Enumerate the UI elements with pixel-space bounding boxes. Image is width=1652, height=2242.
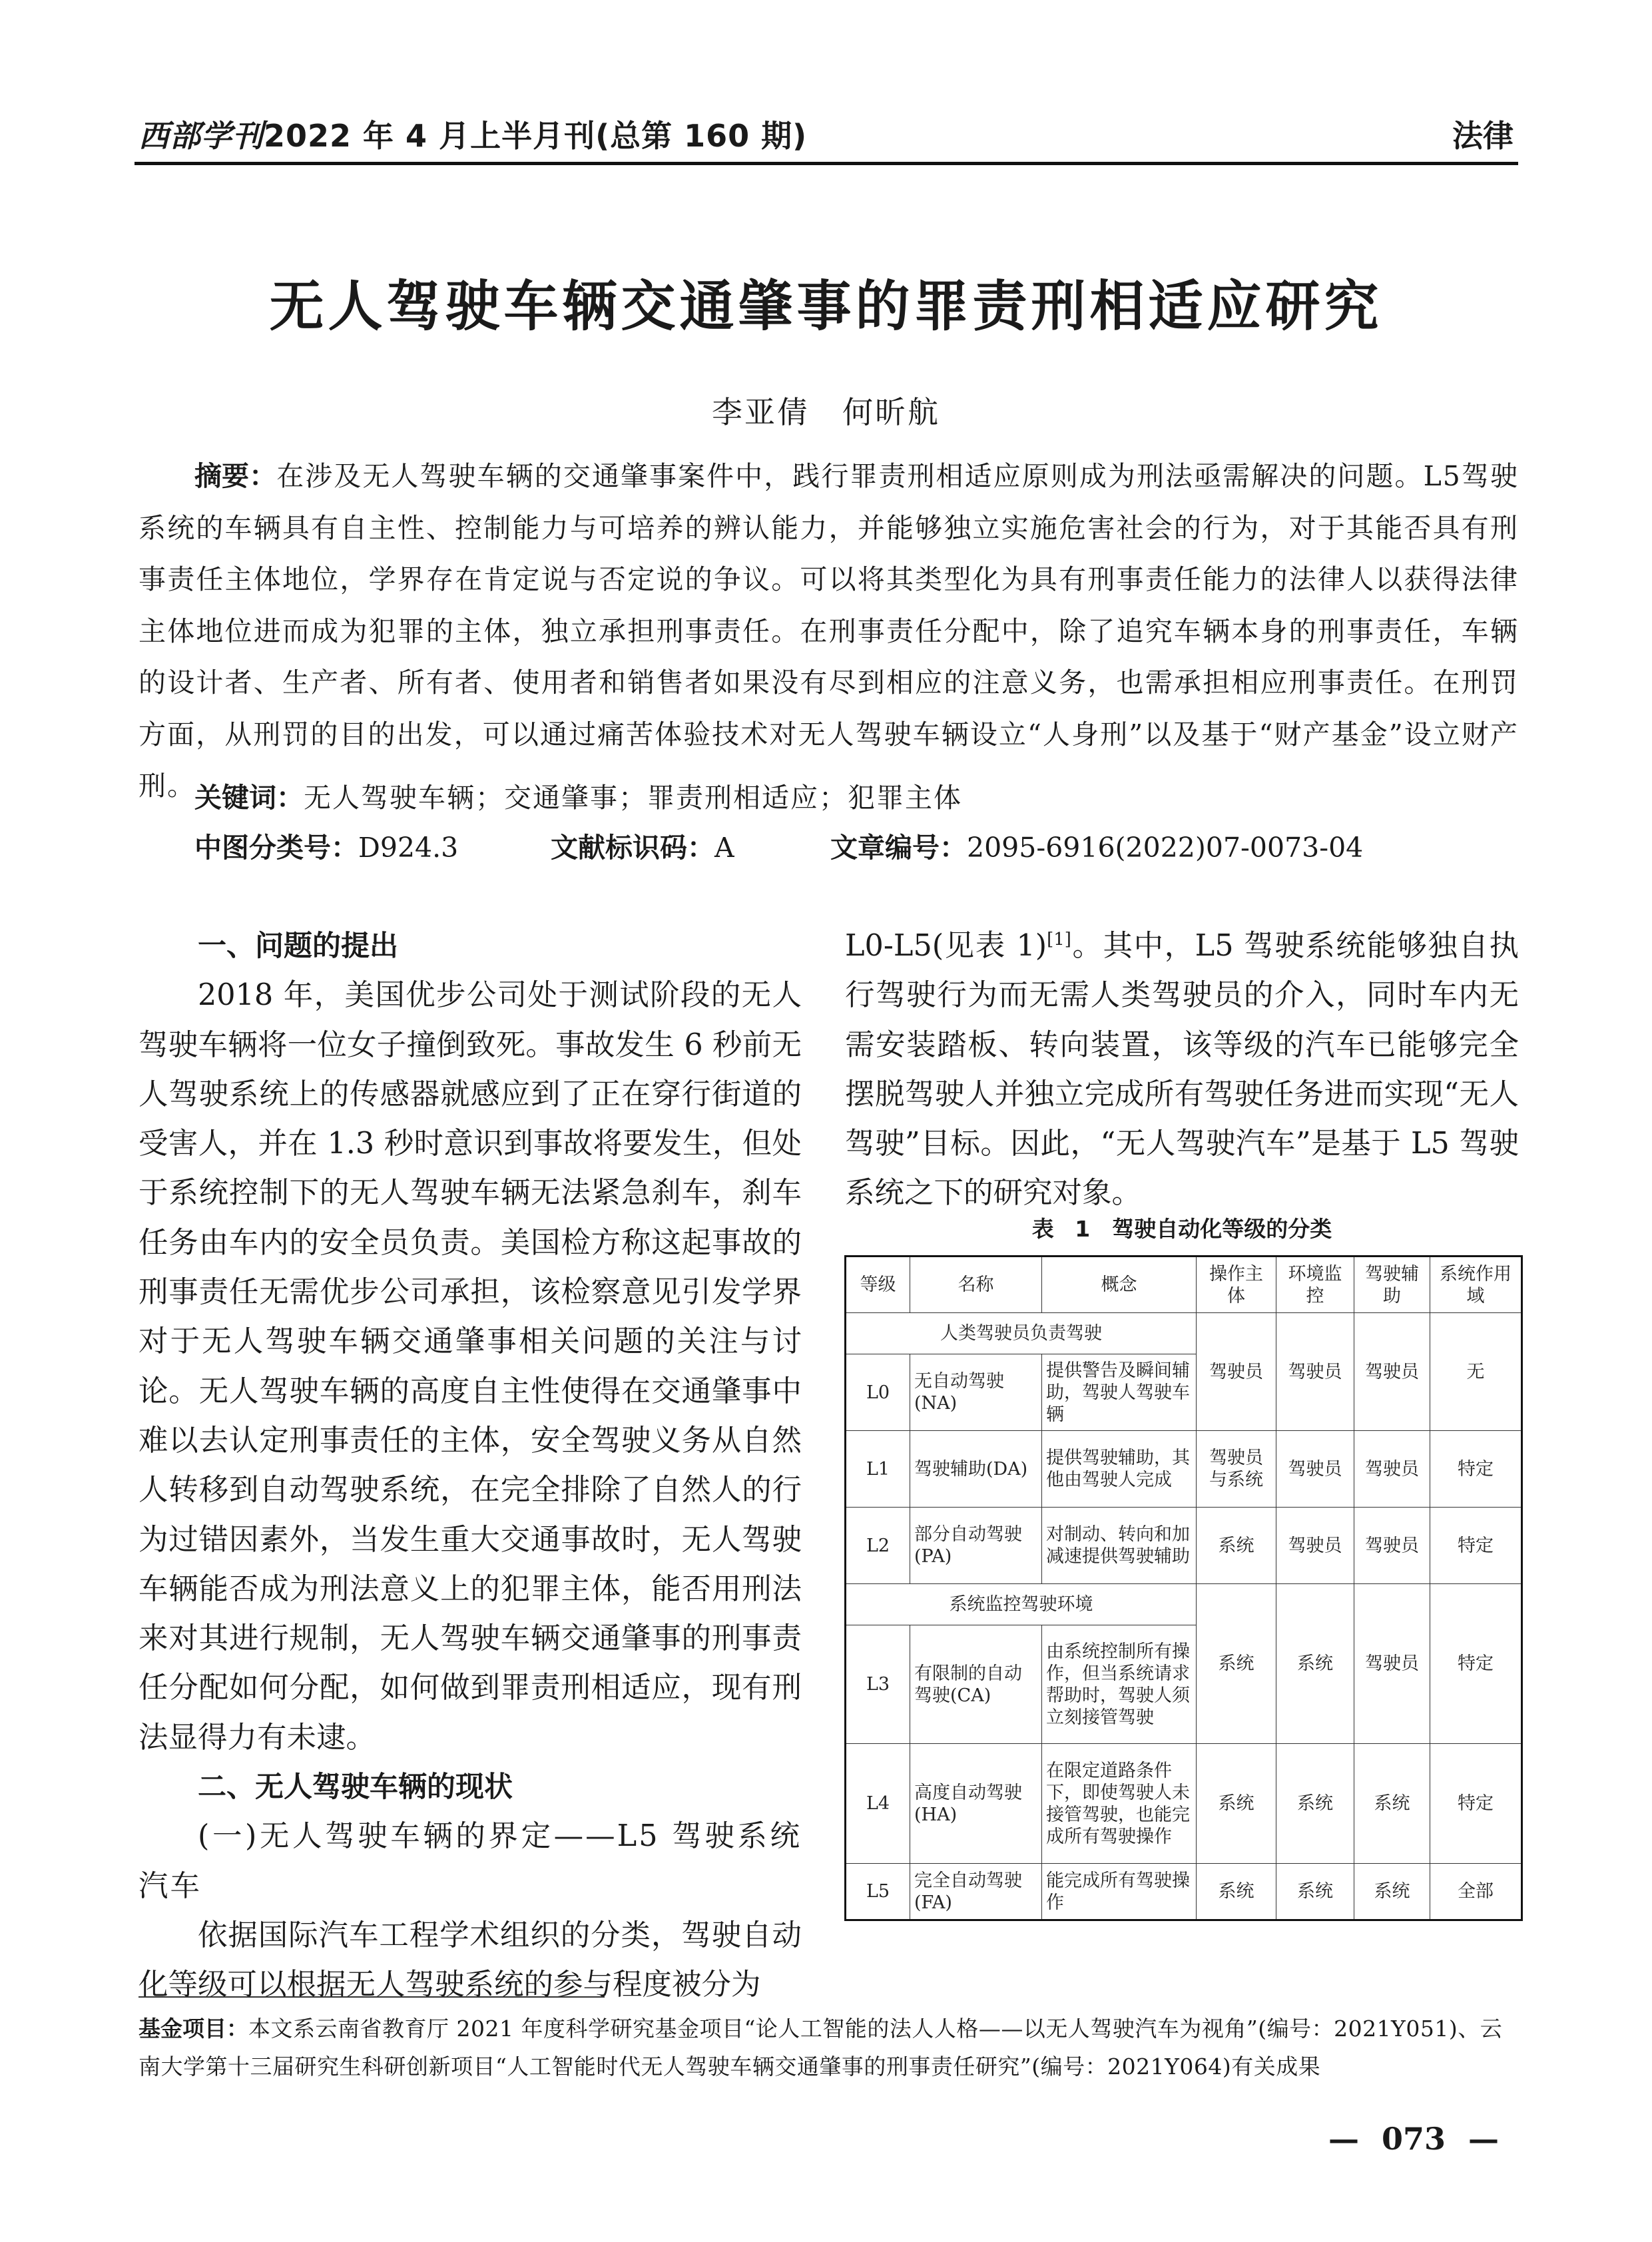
table-cell: 系统 [1276, 1584, 1354, 1744]
abstract-text: 在涉及无人驾驶车辆的交通肇事案件中，践行罪责刑相适应原则成为刑法亟需解决的问题。L5驾驶系统的车辆具有自主性、控制能力与可培养的辨认能力，并能够独立实施危害社会的行为，对于其能否具有刑事责任主体地位，学界存在肯定说与否定说的争议。可以将其类型化为具有刑事责任能力的法律人以获得法律主体地位进而成为犯罪的主体，独立承担刑事责任。在刑事责任分配中，除了追究车辆本身的刑事责任，车辆的设计者、生产者、所有者、使用者和销售者如果没有尽到相应的注意义务，也需承担相应刑事责任。在刑罚方面，从刑罚的目的出发，可以通过痛苦体验技术对无人驾驶车辆设立“人身刑”以及基于“财产基金”设立财产刑。 [138, 460, 1519, 802]
table-cell: 无 [1430, 1313, 1522, 1431]
table-cell: 有限制的自动驾驶(CA) [910, 1625, 1042, 1744]
table-cell: 在限定道路条件下，即使驾驶人未接管驾驶，也能完成所有驾驶操作 [1042, 1744, 1197, 1864]
section-heading-2: 二、无人驾驶车辆的现状 [198, 1771, 513, 1805]
group-label-human: 人类驾驶员负责驾驶 [846, 1313, 1197, 1354]
group-label-system: 系统监控驾驶环境 [846, 1584, 1197, 1625]
keywords [194, 776, 962, 815]
keywords-text: 无人驾驶车辆；交通肇事；罪责刑相适应；犯罪主体 [304, 782, 962, 814]
table-cell: 系统 [1197, 1584, 1276, 1744]
article-title: 无人驾驶车辆交通肇事的罪责刑相适应研究 [269, 274, 1383, 338]
header-level: 等级 [846, 1257, 910, 1313]
table-cell: 驾驶辅助(DA) [910, 1431, 1042, 1508]
table-cell: 驾驶员 [1276, 1313, 1354, 1431]
footnote-rule [138, 1996, 605, 1998]
paragraph-intro: 2018 年，美国优步公司处于测试阶段的无人驾驶车辆将一位女子撞倒致死。事故发生 6 秒前无人驾驶系统上的传感器就感应到了正在穿行街道的受害人，并在 1.3 秒时意识到事故将要发生，但处于系统控制下的无人驾驶车辆无法紧急刹车，刹车任务由车内的安全员负责。美国检方称这起事故的刑事责任无需优步公司承担，该检察意见引发学界对于无人驾驶车辆交通肇事相关问题的关注与讨论。无人驾驶车辆的高度自主性使得在交通肇事中难以去认定刑事责任的主体，安全驾驶义务从自然人转移到自动驾驶系统，在完全排除了自然人的行为过错因素外，当发生重大交通事故时，无人驾驶车辆能否成为刑法意义上的犯罪主体，能否用刑法来对其进行规制，无人驾驶车辆交通肇事的刑事责任分配如何分配，如何做到罪责刑相适应，现有刑法显得力有未逮。 [138, 978, 802, 1755]
table-cell: 驾驶员与系统 [1197, 1431, 1276, 1508]
subsection-heading: (一)无人驾驶车辆的界定——L5 驾驶系统汽车 [138, 1819, 802, 1903]
table-cell: 特定 [1430, 1744, 1522, 1864]
table-row [846, 1431, 1522, 1508]
table-header-row [846, 1257, 1522, 1313]
table-cell: 驾驶员 [1354, 1313, 1430, 1431]
table-group-row [846, 1313, 1522, 1354]
table-caption: 表 1 驾驶自动化等级的分类 [1031, 1216, 1332, 1242]
table-cell: L5 [846, 1864, 910, 1920]
table-cell: 驾驶员 [1276, 1508, 1354, 1584]
table-cell: 高度自动驾驶(HA) [910, 1744, 1042, 1864]
table-cell: L1 [846, 1431, 910, 1508]
body-right-column [845, 922, 1519, 1219]
paragraph-classification: 依据国际汽车工程学术组织的分类，驾驶自动化等级可以根据无人驾驶系统的参与程度被分为 [138, 1918, 802, 2002]
table-cell: 驾驶员 [1197, 1313, 1276, 1431]
table-cell: 系统 [1197, 1508, 1276, 1584]
table-group-row [846, 1584, 1522, 1625]
table-cell: L0 [846, 1354, 910, 1431]
body-left-column [138, 922, 802, 2010]
section-heading-1: 一、问题的提出 [198, 930, 398, 963]
table-cell: 特定 [1430, 1431, 1522, 1508]
header-monitor: 环境监控 [1276, 1257, 1354, 1313]
document-code: 文献标识码：A [551, 832, 734, 864]
table-cell: 提供驾驶辅助，其他由驾驶人完成 [1042, 1431, 1197, 1508]
table-cell: 特定 [1430, 1584, 1522, 1744]
journal-name: 西部学刊 [138, 118, 264, 154]
running-header-journal [138, 112, 807, 156]
clc-code: 中图分类号：D924.3 [194, 832, 459, 864]
header-operator: 操作主体 [1197, 1257, 1276, 1313]
table-cell: L3 [846, 1625, 910, 1744]
header-concept: 概念 [1042, 1257, 1197, 1313]
table-cell: 提供警告及瞬间辅助，驾驶人驾驶车辆 [1042, 1354, 1197, 1431]
table-cell: 系统 [1354, 1744, 1430, 1864]
header-rule [135, 162, 1518, 165]
table-cell: 驾驶员 [1354, 1508, 1430, 1584]
keywords-label: 关键词： [194, 782, 304, 814]
table-cell: 系统 [1197, 1744, 1276, 1864]
table-cell: 驾驶员 [1276, 1431, 1354, 1508]
table-cell: 驾驶员 [1354, 1431, 1430, 1508]
table-row [846, 1508, 1522, 1584]
page-number: — 073 — [1328, 2121, 1500, 2157]
table-cell: 由系统控制所有操作，但当系统请求帮助时，驾驶人须立刻接管驾驶 [1042, 1625, 1197, 1744]
citation-marker: [1] [1047, 930, 1071, 950]
table-cell: 系统 [1197, 1864, 1276, 1920]
header-name: 名称 [910, 1257, 1042, 1313]
automation-level-table [844, 1255, 1523, 1921]
funding-label: 基金项目： [138, 2016, 248, 2042]
abstract-label: 摘要： [194, 460, 277, 492]
table-cell: 部分自动驾驶(PA) [910, 1508, 1042, 1584]
header-scope: 系统作用域 [1430, 1257, 1522, 1313]
table-cell: 无自动驾驶(NA) [910, 1354, 1042, 1431]
table-cell: 完全自动驾驶(FA) [910, 1864, 1042, 1920]
table-cell: 系统 [1276, 1864, 1354, 1920]
paragraph-continued: L0-L5(见表 1)[1]。其中，L5 驾驶系统能够独自执行驾驶行为而无需人类驾驶员的介入，同时车内无需安装踏板、转向装置，该等级的汽车已能够完全摆脱驾驶人并独立完成所有驾驶任务进而实现“无人驾驶”目标。因此，“无人驾驶汽车”是基于 L5 驾驶系统之下的研究对象。 [845, 929, 1519, 1211]
issue-info: 2022 年 4 月上半月刊(总第 160 期) [264, 118, 808, 154]
table-row [846, 1864, 1522, 1920]
table-cell: 能完成所有驾驶操作 [1042, 1864, 1197, 1920]
funding-note [138, 2010, 1519, 2086]
table-cell: 特定 [1430, 1508, 1522, 1584]
header-assist: 驾驶辅助 [1354, 1257, 1430, 1313]
authors: 李亚倩 何昕航 [712, 394, 940, 430]
table-cell: L4 [846, 1744, 910, 1864]
table-row [846, 1744, 1522, 1864]
table-cell: 对制动、转向和加减速提供驾驶辅助 [1042, 1508, 1197, 1584]
table-cell: 系统 [1354, 1864, 1430, 1920]
table-cell: 全部 [1430, 1864, 1522, 1920]
funding-text: 本文系云南省教育厅 2021 年度科学研究基金项目“论人工智能的法人人格——以无人驾驶汽车为视角”(编号：2021Y051)、云南大学第十三届研究生科研创新项目“人工智能时代无人驾驶车辆交通肇事的刑事责任研究”(编号：2021Y064)有关成果 [138, 2016, 1503, 2080]
table-cell: 驾驶员 [1354, 1584, 1430, 1744]
table-cell: 系统 [1276, 1744, 1354, 1864]
table-cell: L2 [846, 1508, 910, 1584]
abstract [138, 451, 1519, 812]
section-label: 法律 [1452, 118, 1514, 154]
article-number: 文章编号：2095-6916(2022)07-0073-04 [830, 832, 1364, 864]
